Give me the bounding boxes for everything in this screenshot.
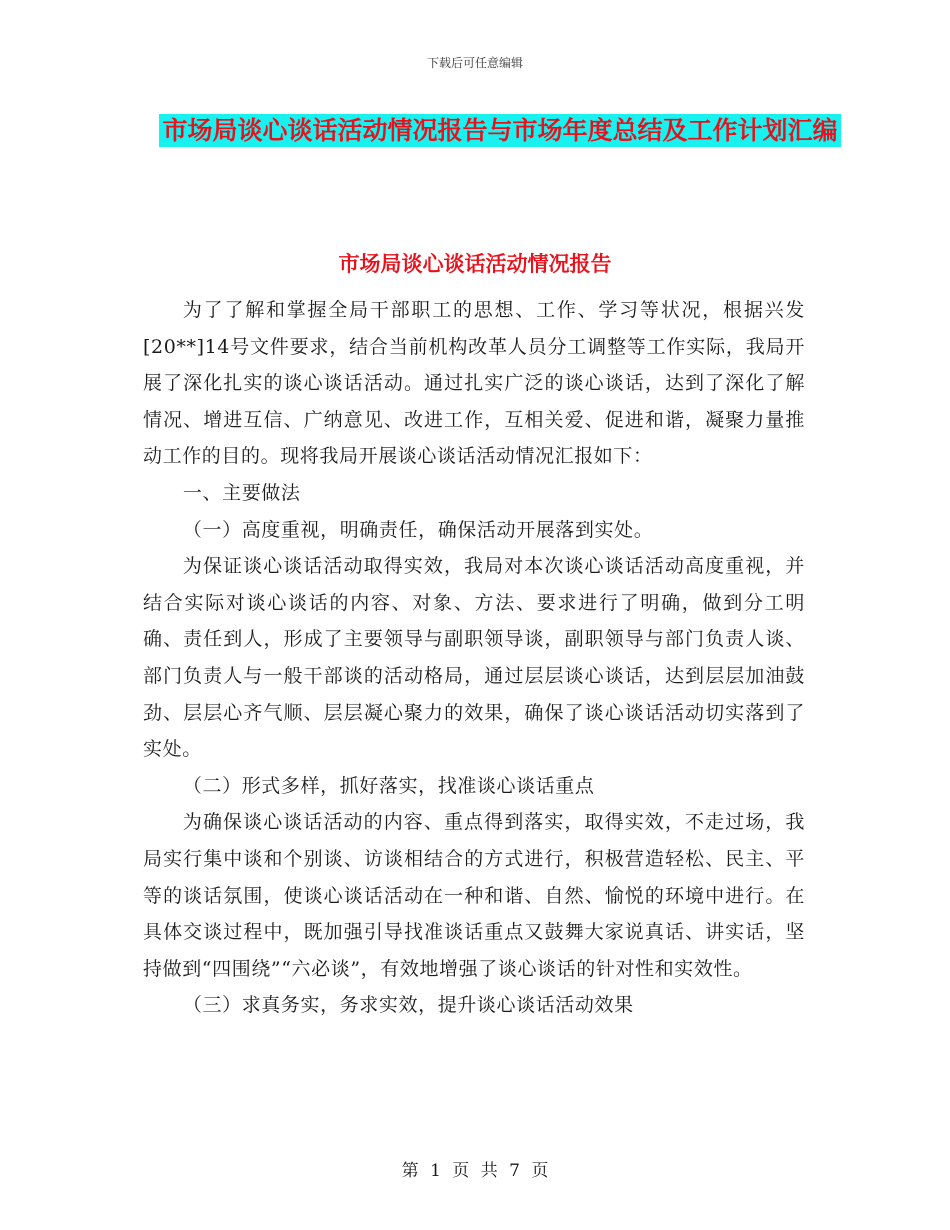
header-note: 下载后可任意编辑 [426, 56, 523, 70]
heading-main-practices: 一、主要做法 [182, 481, 301, 504]
subheading-3: （三）求真务实，务求实效，提升谈心谈话活动效果 [182, 994, 634, 1017]
subheading-2: （二）形式多样，抓好落实，找准谈心谈话重点 [182, 774, 595, 797]
document-title [140, 110, 860, 152]
section-title: 市场局谈心谈话活动情况报告 [338, 251, 612, 276]
paragraph-2: 为确保谈心谈话活动的内容、重点得到落实，取得实效，不走过场，我局实行集中谈和个别谈、访谈相结合的方式进行，积极营造轻松、民主、平等的谈话氛围，使谈心谈话活动在一种和谐、自然、愉悦的环境中进行。在具体交谈过程中，既加强引导找准谈话重点又鼓舞大家说真话、讲实话，坚持做到“四围绕”“六必谈”，有效地增强了谈心谈话的针对性和实效性。 [143, 811, 805, 980]
document-body [143, 292, 805, 1024]
page-number: 第 1 页 共 7 页 [401, 1161, 549, 1181]
subheading-1: （一）高度重视，明确责任，确保活动开展落到实处。 [182, 518, 654, 541]
document-title-text: 市场局谈心谈话活动情况报告与市场年度总结及工作计划汇编 [159, 114, 840, 147]
paragraph-1: 为保证谈心谈话活动取得实效，我局对本次谈心谈话活动高度重视，并结合实际对谈心谈话的内容、对象、方法、要求进行了明确，做到分工明确、责任到人，形成了主要领导与副职领导谈，副职领导与部门负责人谈、部门负责人与一般干部谈的活动格局，通过层层谈心谈话，达到层层加油鼓劲、层层心齐气顺、层层凝心聚力的效果，确保了谈心谈话活动切实落到了实处。 [143, 555, 805, 761]
paragraph-intro: 为了了解和掌握全局干部职工的思想、工作、学习等状况，根据兴发[20**]14号文件要求，结合当前机构改革人员分工调整等工作实际，我局开展了深化扎实的谈心谈话活动。通过扎实广泛的谈心谈话，达到了深化了解情况、增进互信、广纳意见、改进工作，互相关爱、促进和谐，凝聚力量推动工作的目的。现将我局开展谈心谈话活动情况汇报如下： [143, 299, 805, 468]
